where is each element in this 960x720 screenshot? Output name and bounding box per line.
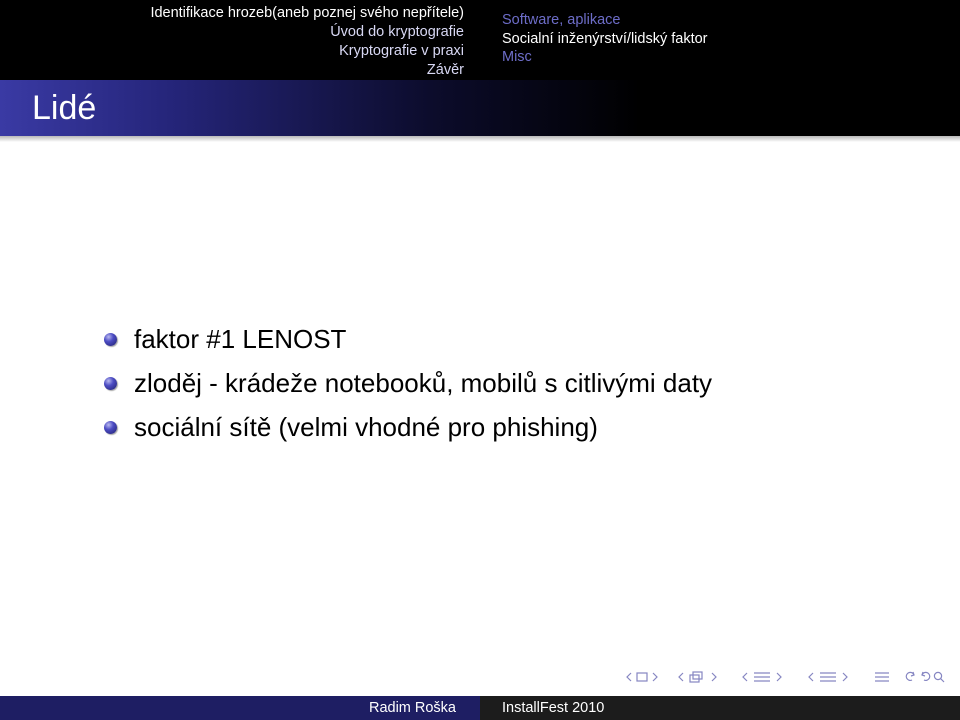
bullet-ball-icon [104,377,117,390]
top-navigation-bar [0,0,960,80]
nav-section-zaver[interactable]: Závěr [426,62,464,78]
nav-section-identifikace-hrozeb[interactable]: Identifikace hrozeb(aneb poznej svého nepřítele) [150,5,464,21]
appendix-icon[interactable] [872,670,894,684]
bullet-item [104,321,712,365]
bullet-text: zloděj - krádeže notebooků, mobilů s citlivými daty [134,368,713,398]
footer-author-panel [0,696,480,720]
subsection-navigation [502,11,708,67]
frame-title-bar [0,80,960,136]
search-icon[interactable] [902,670,956,684]
navigation-symbols [624,670,956,684]
nav-subsection-socialni-inzenyrstvi[interactable]: Socialní inženýrství/lidský faktor [502,30,708,47]
footer-event: InstallFest 2010 [502,700,605,716]
footer-author: Radim Roška [368,700,456,716]
bullet-item [104,365,712,409]
bullet-text: sociální sítě (velmi vhodné pro phishing) [134,412,598,442]
nav-subsection-software-aplikace[interactable]: Software, aplikace [502,12,621,28]
bullet-ball-icon [104,421,117,434]
title-bar-shadow [0,136,960,142]
bullet-ball-icon [104,333,117,346]
subsection-nav-icon[interactable] [740,670,798,684]
frame-nav-icon[interactable] [676,670,732,684]
frame-title: Lidé [32,89,97,127]
nav-section-uvod-do-kryptografie[interactable]: Úvod do kryptografie [330,24,464,40]
bullet-list [104,321,712,453]
nav-section-kryptografie-v-praxi[interactable]: Kryptografie v praxi [339,43,464,59]
section-navigation [0,4,464,80]
bullet-item [104,409,712,453]
slide-nav-icon[interactable] [624,670,668,684]
nav-subsection-misc[interactable]: Misc [502,49,532,65]
bullet-text: faktor #1 LENOST [134,324,347,354]
footer-event-panel [480,696,960,720]
section-nav-icon[interactable] [806,670,864,684]
footer-bar [0,696,960,720]
